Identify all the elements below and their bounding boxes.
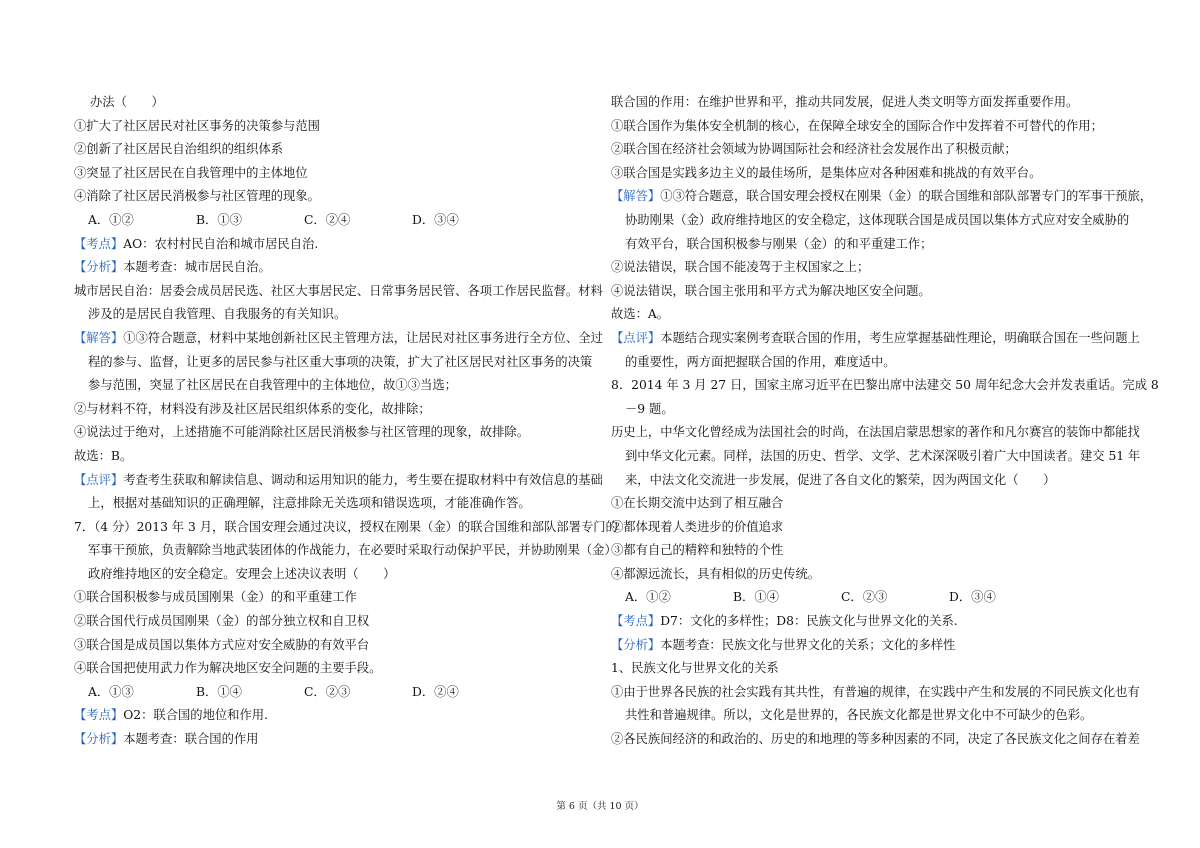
dianping-tag: 【点评】 (611, 330, 661, 345)
q6-option-c: C．②④ (304, 212, 351, 227)
q7-dianping: 【点评】本题结合现实案例考查联合国的作用，考生应掌握基础性理论，明确联合国在一些问题上 (611, 330, 1140, 345)
q7-fenxi-item-1: ①联合国作为集体安全机制的核心，在保障全球安全的国际合作中发挥着不可替代的作用； (611, 118, 1103, 133)
q8-options (611, 586, 1131, 610)
q6-option-d: D．③④ (412, 212, 459, 227)
q8-material: 历史上，中华文化曾经成为法国社会的时尚，在法国启蒙思想家的著作和凡尔赛宫的装饰中都能找 (611, 425, 1140, 440)
kaodian-tag: 【考点】 (74, 708, 124, 723)
q7-choice-2: ②联合国代行成员国刚果（金）的部分独立权和自卫权 (74, 614, 370, 629)
q7-fenxi-item-3: ③联合国是实践多边主义的最佳场所，是集体应对各种困难和挑战的有效平台。 (611, 165, 1042, 180)
jieda-tag: 【解答】 (611, 189, 661, 204)
q7-stem-line: 政府维持地区的安全稳定。安理会上述决议表明（ ） (88, 566, 396, 581)
dianping-tag: 【点评】 (74, 472, 124, 487)
q6-jieda-line: ②与材料不符，材料没有涉及社区居民组织体系的变化，故排除； (74, 401, 431, 416)
q7-jieda: 【解答】①③符合题意，联合国安理会授权在刚果（金）的联合国维和部队部署专门的军事干预旅， (611, 189, 1153, 204)
q8-option-d: D．③④ (949, 590, 996, 605)
q6-choice-3: ③突显了社区居民在自我管理中的主体地位 (74, 165, 308, 180)
q7-choice-3: ③联合国是成员国以集体方式应对安全威胁的有效平台 (74, 637, 370, 652)
q8-choice-1: ①在长期交流中达到了相互融合 (611, 496, 784, 511)
q7-option-b: B．①④ (196, 684, 242, 699)
q6-option-b: B．①③ (196, 212, 242, 227)
q7-options (74, 681, 594, 705)
jieda-tag: 【解答】 (74, 330, 124, 345)
q7-fenxi: 【分析】本题考查：联合国的作用 (74, 732, 259, 747)
q6-kaodian: 【考点】AO：农村村民自治和城市居民自治. (74, 236, 319, 251)
q7-option-d: D．②④ (412, 684, 459, 699)
q7-jieda-line: ②说法错误，联合国不能凌驾于主权国家之上； (611, 260, 870, 275)
q7-kaodian: 【考点】O2：联合国的地位和作用. (74, 708, 268, 723)
fenxi-tag: 【分析】 (74, 732, 124, 747)
kaodian-tag: 【考点】 (74, 236, 124, 251)
q8-material-line: 到中华文化元素。同样，法国的历史、哲学、文学、艺术深深吸引着广大中国读者。建交 51 年 (625, 448, 1141, 463)
q7-jieda-line: 有效平台，联合国积极参与刚果（金）的和平重建工作； (625, 236, 933, 251)
fenxi-tag: 【分析】 (611, 637, 661, 652)
q6-answer: 故选：B。 (74, 448, 133, 463)
q6-jieda-line: 程的参与、监督，让更多的居民参与社区重大事项的决策，扩大了社区居民对社区事务的决策 (88, 354, 593, 369)
q6-dianping: 【点评】考查考生获取和解读信息、调动和运用知识的能力，考生要在提取材料中有效信息的基础 (74, 472, 603, 487)
page-footer: 第 6 页（共 10 页） (556, 801, 644, 812)
q8-point-1-cont: 共性和普遍规律。所以，文化是世界的，各民族文化都是世界文化中不可缺少的色彩。 (625, 708, 1093, 723)
q7-option-a: A．①③ (88, 684, 134, 699)
q6-dianping-line: 上，根据对基础知识的正确理解，注意排除无关选项和错误选项，才能准确作答。 (88, 496, 531, 511)
q6-question-tail: 办法（ ） (90, 95, 164, 109)
q6-fenxi-paragraph-cont: 涉及的是居民自我管理、自我服务的有关知识。 (88, 307, 347, 322)
q7-dianping-line: 的重要性，两方面把握联合国的作用，难度适中。 (625, 354, 896, 369)
q8-option-b: B．①④ (733, 590, 779, 605)
q8-point-1: ①由于世界各民族的社会实践有其共性，有普遍的规律，在实践中产生和发展的不同民族文化也有 (611, 684, 1140, 699)
q6-fenxi: 【分析】本题考查：城市居民自治。 (74, 260, 271, 275)
q6-jieda: 【解答】①③符合题意，材料中某地创新社区民主管理方法，让居民对社区事务进行全方位、全过 (74, 330, 603, 345)
q7-stem-line: 军事干预旅，负责解除当地武装团体的作战能力，在必要时采取行动保护平民，并协助刚果（金） (88, 543, 617, 558)
fenxi-tag: 【分析】 (74, 260, 124, 275)
right-column (611, 91, 1159, 752)
q7-choice-1: ①联合国积极参与成员国刚果（金）的和平重建工作 (74, 590, 357, 605)
q8-subheading: 1、民族文化与世界文化的关系 (611, 661, 779, 676)
q7-option-c: C．②③ (304, 684, 351, 699)
q7-jieda-line: 协助刚果（金）政府维持地区的安全稳定，这体现联合国是成员国以集体方式应对安全威胁的 (625, 212, 1130, 227)
q8-intro: 8．2014 年 3 月 27 日，国家主席习近平在巴黎出席中法建交 50 周年纪念大会并发表重话。完成 8 (611, 378, 1159, 393)
kaodian-tag: 【考点】 (611, 614, 661, 629)
q7-choice-4: ④联合国把使用武力作为解决地区安全问题的主要手段。 (74, 661, 382, 676)
q8-kaodian: 【考点】D7：文化的多样性；D8：民族文化与世界文化的关系. (611, 614, 958, 629)
q7-fenxi-paragraph: 联合国的作用：在维护世界和平，推动共同发展，促进人类文明等方面发挥重要作用。 (611, 95, 1079, 109)
q8-choice-3: ③都有自己的精粹和独特的个性 (611, 543, 784, 558)
q7-stem: 7．（4 分）2013 年 3 月，联合国安理会通过决议，授权在刚果（金）的联合国维和部队部署专门的 (74, 519, 618, 534)
q6-choice-2: ②创新了社区居民自治组织的组织体系 (74, 142, 284, 157)
q8-point-2: ②各民族间经济的和政治的、历史的和地理的等多种因素的不同，决定了各民族文化之间存在着差 (611, 732, 1140, 747)
left-column (74, 91, 618, 752)
q6-options (74, 209, 594, 233)
q6-fenxi-paragraph: 城市居民自治：居委会成员居民选、社区大事居民定、日常事务居民管、各项工作居民监督。材料 (74, 283, 603, 298)
q8-fenxi: 【分析】本题考查：民族文化与世界文化的关系；文化的多样性 (611, 637, 956, 652)
q6-jieda-line: 参与范围，突显了社区居民在自我管理中的主体地位，故①③当选； (88, 378, 457, 393)
q8-intro-line: －9 题。 (625, 401, 674, 416)
q8-option-a: A．①② (625, 590, 671, 605)
q7-jieda-line: ④说法错误，联合国主张用和平方式为解决地区安全问题。 (611, 283, 931, 298)
q8-option-c: C．②③ (841, 590, 888, 605)
q7-fenxi-item-2: ②联合国在经济社会领域为协调国际社会和经济社会发展作出了积极贡献； (611, 142, 1017, 157)
q6-option-a: A．①② (88, 212, 134, 227)
q8-choice-4: ④都源远流长，具有相似的历史传统。 (611, 566, 821, 581)
q6-choice-1: ①扩大了社区居民对社区事务的决策参与范围 (74, 118, 320, 133)
q8-choice-2: ②都体现着人类进步的价值追求 (611, 519, 784, 534)
q8-material-line: 来，中法文化交流进一步发展，促进了各自文化的繁荣，因为两国文化（ ） (625, 472, 1056, 487)
q6-jieda-line: ④说法过于绝对，上述措施不可能消除社区居民消极参与社区管理的现象，故排除。 (74, 425, 529, 440)
q7-answer: 故选：A。 (611, 307, 670, 322)
q6-choice-4: ④消除了社区居民消极参与社区管理的现象。 (74, 189, 320, 204)
